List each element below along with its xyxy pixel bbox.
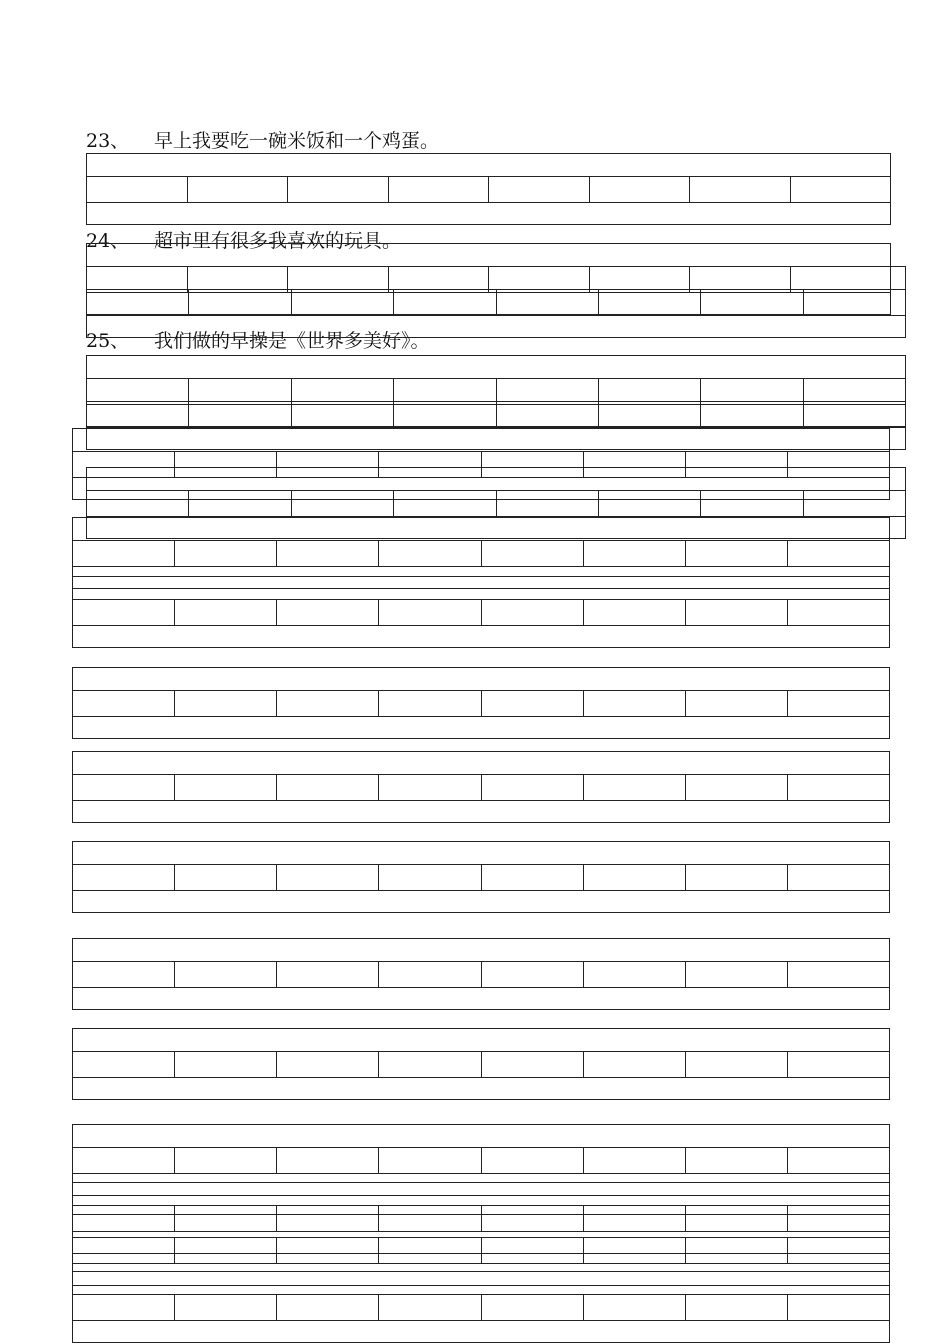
grid-cell[interactable] (804, 290, 905, 315)
grid-cell[interactable] (379, 691, 481, 716)
grid-cell[interactable] (379, 1295, 481, 1320)
sentence-number: 25、 (86, 330, 130, 352)
grid-cell[interactable] (804, 402, 905, 427)
grid-cell[interactable] (584, 691, 686, 716)
grid-cell[interactable] (584, 541, 686, 566)
grid-cell[interactable] (175, 775, 277, 800)
grid-cell[interactable] (788, 865, 889, 890)
grid-cell[interactable] (482, 1052, 584, 1077)
sentence-number: 24、 (86, 230, 130, 252)
grid-cell[interactable] (690, 177, 791, 202)
grid-cell[interactable] (599, 290, 701, 315)
grid-cell[interactable] (277, 691, 379, 716)
grid-cell[interactable] (288, 177, 389, 202)
grid-cell[interactable] (73, 1052, 175, 1077)
grid-cell[interactable] (482, 1295, 584, 1320)
grid-cell[interactable] (277, 865, 379, 890)
grid-cell[interactable] (394, 491, 496, 516)
grid-cell[interactable] (788, 1052, 889, 1077)
grid-cell[interactable] (584, 1052, 686, 1077)
grid-cell[interactable] (175, 600, 277, 625)
grid-cell[interactable] (584, 865, 686, 890)
grid-cell[interactable] (292, 402, 394, 427)
grid-cell[interactable] (482, 600, 584, 625)
grid-cell[interactable] (788, 1148, 889, 1173)
grid-cell[interactable] (686, 1148, 788, 1173)
grid-cell[interactable] (584, 962, 686, 987)
grid-cell[interactable] (497, 290, 599, 315)
grid-cell[interactable] (189, 402, 291, 427)
grid-cell[interactable] (686, 775, 788, 800)
grid-cell[interactable] (175, 1148, 277, 1173)
grid-cell[interactable] (175, 1052, 277, 1077)
grid-cell-row (73, 540, 889, 567)
grid-cell[interactable] (497, 402, 599, 427)
grid-cell[interactable] (482, 775, 584, 800)
grid-cell[interactable] (175, 962, 277, 987)
grid-cell[interactable] (788, 775, 889, 800)
grid-cell[interactable] (73, 600, 175, 625)
grid-cell[interactable] (701, 290, 803, 315)
grid-cell[interactable] (379, 962, 481, 987)
writing-grid[interactable] (72, 938, 890, 1010)
grid-cell[interactable] (482, 865, 584, 890)
grid-cell[interactable] (73, 691, 175, 716)
grid-cell[interactable] (701, 491, 803, 516)
grid-cell[interactable] (489, 177, 590, 202)
writing-grid[interactable] (72, 1271, 890, 1343)
grid-cell[interactable] (497, 491, 599, 516)
grid-cell-row (73, 690, 889, 717)
grid-cell[interactable] (584, 1295, 686, 1320)
grid-cell-row (87, 401, 905, 428)
grid-cell[interactable] (394, 290, 496, 315)
grid-cell[interactable] (277, 1148, 379, 1173)
grid-cell[interactable] (379, 1238, 481, 1263)
grid-cell[interactable] (277, 962, 379, 987)
grid-cell-row (73, 599, 889, 626)
grid-cell[interactable] (189, 290, 291, 315)
grid-cell[interactable] (686, 541, 788, 566)
grid-cell-row (87, 176, 890, 203)
grid-cell[interactable] (379, 865, 481, 890)
sentence-number: 23、 (86, 130, 130, 152)
grid-cell[interactable] (788, 962, 889, 987)
grid-cell[interactable] (804, 491, 905, 516)
grid-cell[interactable] (379, 1148, 481, 1173)
grid-cell[interactable] (482, 1238, 584, 1263)
grid-cell[interactable] (379, 1052, 481, 1077)
sentence-text: 超市里有很多我喜欢的玩具。 (154, 230, 402, 252)
grid-cell[interactable] (686, 1238, 788, 1263)
grid-cell[interactable] (277, 1295, 379, 1320)
grid-cell[interactable] (175, 541, 277, 566)
grid-cell[interactable] (73, 865, 175, 890)
grid-cell[interactable] (686, 1052, 788, 1077)
grid-cell[interactable] (686, 962, 788, 987)
grid-cell[interactable] (175, 691, 277, 716)
grid-cell[interactable] (788, 1238, 889, 1263)
grid-cell[interactable] (87, 177, 188, 202)
grid-cell-row (73, 961, 889, 988)
grid-cell[interactable] (394, 402, 496, 427)
grid-cell[interactable] (175, 1295, 277, 1320)
grid-cell[interactable] (277, 541, 379, 566)
grid-cell-row (73, 1147, 889, 1174)
grid-cell[interactable] (482, 962, 584, 987)
grid-cell[interactable] (584, 1238, 686, 1263)
grid-cell[interactable] (686, 600, 788, 625)
grid-cell[interactable] (701, 402, 803, 427)
grid-cell[interactable] (482, 691, 584, 716)
grid-cell[interactable] (686, 1295, 788, 1320)
grid-cell[interactable] (87, 402, 189, 427)
grid-cell[interactable] (389, 177, 490, 202)
writing-grid[interactable] (72, 841, 890, 913)
grid-cell[interactable] (277, 1052, 379, 1077)
grid-cell[interactable] (788, 1295, 889, 1320)
grid-cell-row (73, 864, 889, 891)
grid-cell[interactable] (73, 1148, 175, 1173)
grid-cell[interactable] (599, 491, 701, 516)
grid-cell[interactable] (73, 1295, 175, 1320)
grid-cell[interactable] (277, 1238, 379, 1263)
grid-cell[interactable] (292, 491, 394, 516)
writing-grid[interactable] (72, 667, 890, 739)
grid-cell[interactable] (599, 402, 701, 427)
grid-cell-row (73, 1294, 889, 1321)
grid-cell[interactable] (584, 775, 686, 800)
grid-cell[interactable] (189, 491, 291, 516)
grid-cell[interactable] (175, 865, 277, 890)
grid-cell-row (73, 1237, 889, 1264)
grid-cell[interactable] (292, 290, 394, 315)
grid-cell[interactable] (791, 177, 891, 202)
grid-cell[interactable] (73, 541, 175, 566)
grid-cell[interactable] (73, 1238, 175, 1263)
grid-cell[interactable] (686, 865, 788, 890)
grid-cell[interactable] (788, 541, 889, 566)
grid-cell[interactable] (788, 600, 889, 625)
grid-cell-row (87, 490, 905, 517)
grid-cell[interactable] (379, 775, 481, 800)
writing-grid[interactable] (72, 576, 890, 648)
grid-cell-row (73, 774, 889, 801)
grid-cell[interactable] (175, 1238, 277, 1263)
sentence-text: 早上我要吃一碗米饭和一个鸡蛋。 (154, 130, 440, 152)
grid-cell[interactable] (277, 775, 379, 800)
grid-cell-row (73, 1051, 889, 1078)
writing-grid[interactable] (86, 266, 906, 338)
grid-cell[interactable] (73, 962, 175, 987)
writing-grid[interactable] (86, 153, 891, 225)
grid-cell[interactable] (87, 290, 189, 315)
grid-cell[interactable] (686, 691, 788, 716)
grid-cell[interactable] (73, 775, 175, 800)
grid-cell[interactable] (277, 600, 379, 625)
sentence-23 (86, 130, 439, 152)
grid-cell-row (87, 289, 905, 316)
grid-cell[interactable] (584, 1148, 686, 1173)
grid-cell[interactable] (482, 1148, 584, 1173)
writing-grid[interactable] (72, 1028, 890, 1100)
grid-cell[interactable] (379, 541, 481, 566)
grid-cell[interactable] (87, 491, 189, 516)
grid-cell[interactable] (482, 541, 584, 566)
grid-cell[interactable] (188, 177, 289, 202)
writing-grid[interactable] (72, 751, 890, 823)
grid-cell[interactable] (788, 691, 889, 716)
sentence-text: 我们做的早操是《世界多美好》。 (154, 330, 430, 352)
grid-cell[interactable] (379, 600, 481, 625)
grid-cell[interactable] (590, 177, 691, 202)
grid-cell[interactable] (584, 600, 686, 625)
